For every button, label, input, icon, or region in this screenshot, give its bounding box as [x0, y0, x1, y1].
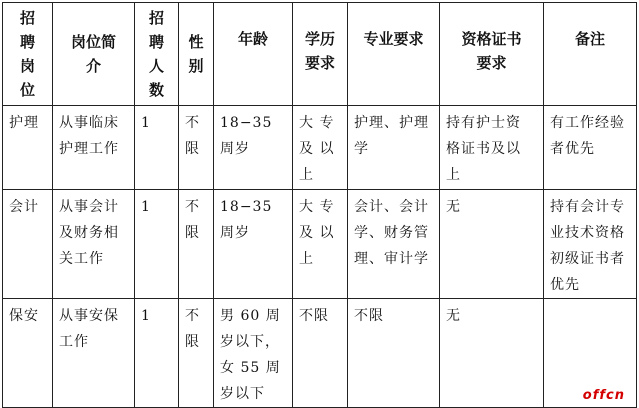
cell-text: 1	[141, 115, 151, 131]
cell-text: 持有会计专 业技术资格 初级证书者 优先	[550, 199, 625, 293]
header-age: 年龄	[214, 3, 293, 106]
cell-major	[348, 106, 440, 190]
cell-text: 从事会计 及财务相 关工作	[59, 199, 119, 267]
cell-text	[544, 299, 636, 303]
table-row	[3, 106, 637, 190]
cell-text: 18−35 周岁	[220, 115, 273, 157]
cell-text: 无	[446, 308, 461, 324]
cell-text: 1	[141, 199, 151, 215]
cell-text: 不 限	[185, 308, 200, 350]
cell-position	[3, 106, 53, 190]
header-major: 专业要求	[348, 3, 440, 106]
cell-text: 有工作经验 者优先	[550, 115, 625, 157]
table-row	[3, 190, 637, 299]
cell-education	[293, 190, 348, 299]
cell-text: 无	[446, 199, 461, 215]
header-row	[3, 3, 637, 106]
cell-education	[293, 106, 348, 190]
cell-text: 护理	[9, 115, 39, 131]
cell-remarks	[544, 106, 637, 190]
cell-text: 不 限	[185, 199, 200, 241]
cell-text: 大 专 及 以 上	[299, 199, 335, 267]
cell-count	[135, 106, 179, 190]
cell-gender	[179, 190, 214, 299]
cell-major	[348, 299, 440, 408]
cell-age	[214, 299, 293, 408]
cell-count	[135, 190, 179, 299]
cell-certificate	[440, 106, 544, 190]
header-description: 岗位简 介	[53, 3, 135, 106]
cell-text: 会计、会计 学、财务管 理、审计学	[354, 199, 429, 267]
cell-text: 不 限	[185, 115, 200, 157]
cell-education	[293, 299, 348, 408]
cell-text: 不限	[354, 308, 384, 324]
header-education: 学历 要求	[293, 3, 348, 106]
header-gender: 性 别	[179, 3, 214, 106]
cell-age	[214, 190, 293, 299]
cell-text: 不限	[299, 308, 329, 324]
header-count: 招 聘 人 数	[135, 3, 179, 106]
cell-text: 18−35 周岁	[220, 199, 273, 241]
cell-certificate	[440, 190, 544, 299]
cell-text: 保安	[9, 308, 39, 324]
cell-gender	[179, 106, 214, 190]
table-row	[3, 299, 637, 408]
recruitment-table	[2, 2, 637, 408]
cell-text: 持有护士资 格证书及以 上	[446, 115, 521, 183]
cell-position	[3, 299, 53, 408]
cell-position	[3, 190, 53, 299]
cell-text: 1	[141, 308, 151, 324]
cell-age	[214, 106, 293, 190]
cell-text: 护理、护理 学	[354, 115, 429, 157]
cell-remarks	[544, 190, 637, 299]
cell-text: 会计	[9, 199, 39, 215]
cell-text: 从事临床 护理工作	[59, 115, 119, 157]
cell-count	[135, 299, 179, 408]
cell-text: 从事安保 工作	[59, 308, 119, 350]
header-remarks: 备注	[544, 3, 637, 106]
offcn-watermark: offcn	[582, 388, 625, 403]
cell-description	[53, 190, 135, 299]
cell-description	[53, 299, 135, 408]
cell-text: 大 专 及 以 上	[299, 115, 335, 183]
cell-description	[53, 106, 135, 190]
header-position: 招 聘 岗 位	[3, 3, 53, 106]
cell-text: 男 60 周 岁以下， 女 55 周 岁以下	[220, 308, 281, 402]
header-certificate: 资格证书 要求	[440, 3, 544, 106]
cell-gender	[179, 299, 214, 408]
cell-certificate	[440, 299, 544, 408]
cell-major	[348, 190, 440, 299]
